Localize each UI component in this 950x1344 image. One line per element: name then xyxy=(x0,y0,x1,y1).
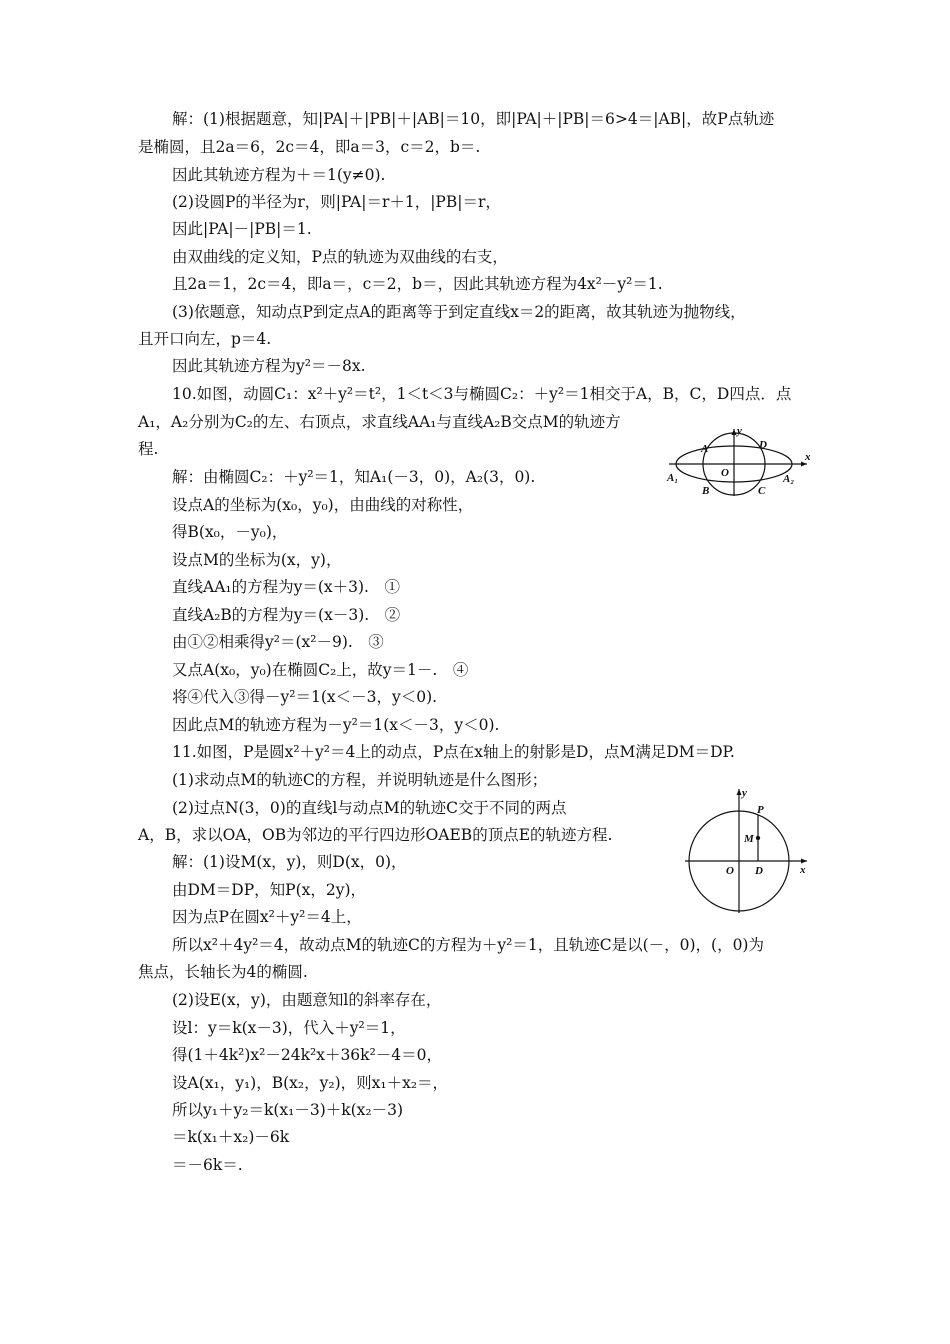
text-line: 由DM＝DP，知P(x，2y)， xyxy=(172,881,367,899)
y-arrow xyxy=(732,429,737,435)
text-line: 设A(x₁，y₁)，B(x₂，y₂)，则x₁＋x₂＝， xyxy=(172,1074,449,1092)
text-line: (1)求动点M的轨迹C的方程，并说明轨迹是什么图形； xyxy=(172,771,548,789)
text-line: A，B，求以OA，OB为邻边的平行四边形OAEB的顶点E的轨迹方程. xyxy=(138,826,613,844)
text-line: 由①②相乘得y²＝(x²－9). ③ xyxy=(172,633,384,651)
label-B: B xyxy=(702,485,710,497)
text-line: ＝k(x₁＋x₂)－6k xyxy=(172,1128,290,1146)
label-M: M xyxy=(744,833,754,845)
text-line: 因此点M的轨迹方程为－y²＝1(x＜－3，y＜0). xyxy=(172,716,500,734)
text-line: 得(1＋4k²)x²－24k²x＋36k²－4＝0， xyxy=(172,1046,443,1064)
text-line: 所以y₁＋y₂＝k(x₁－3)＋k(x₂－3) xyxy=(172,1101,404,1119)
text-line: 因此|PA|－|PB|＝1. xyxy=(172,220,312,238)
text-line: 直线A₂B的方程为y＝(x－3). ② xyxy=(172,606,401,624)
text-line: 直线AA₁的方程为y＝(x＋3). ① xyxy=(172,578,400,596)
text-line: 得B(x₀，－y₀)， xyxy=(172,523,288,541)
text-line: 因此其轨迹方程为＋＝1(y≠0). xyxy=(172,166,386,184)
text-line: (2)过点N(3，0)的直线l与动点M的轨迹C交于不同的两点 xyxy=(172,799,567,817)
label-A2: A₂ xyxy=(783,473,795,485)
text-line: 11.如图，P是圆x²＋y²＝4上的动点，P点在x轴上的射影是D，点M满足DM＝DP. xyxy=(172,743,735,761)
text-line: 解：(1)根据题意，知|PA|＋|PB|＋|AB|＝10，即|PA|＋|PB|＝6>4＝|AB|，故P点轨迹 xyxy=(172,110,775,128)
label-y: y xyxy=(742,787,747,799)
label-D: D xyxy=(759,439,767,451)
y-arrow xyxy=(737,789,742,795)
label-O: O xyxy=(726,865,734,877)
text-line: 所以x²＋4y²＝4，故动点M的轨迹C的方程为＋y²＝1，且轨迹C是以(－，0)，(，0)为 xyxy=(172,936,764,954)
text-line: 设l：y＝k(x－3)，代入＋y²＝1， xyxy=(172,1019,406,1037)
label-C: C xyxy=(758,485,766,497)
text-line: 程. xyxy=(138,440,159,458)
text-line: 且开口向左，p＝4. xyxy=(138,330,272,348)
label-A1: A₁ xyxy=(667,472,679,484)
text-line: 解：由椭圆C₂：＋y²＝1，知A₁(－3，0)，A₂(3，0). xyxy=(172,468,536,486)
text-line: 解：(1)设M(x，y)，则D(x，0)， xyxy=(172,853,407,871)
label-x: x xyxy=(805,451,811,463)
point-M xyxy=(756,836,760,840)
text-line: (2)设E(x，y)，由题意知l的斜率存在， xyxy=(172,991,442,1009)
label-A: A xyxy=(701,443,709,455)
text-line: 因为点P在圆x²＋y²＝4上， xyxy=(172,908,362,926)
x-arrow xyxy=(801,859,807,864)
text-line: 且2a＝1，2c＝4，即a＝，c＝2，b＝，因此其轨迹方程为4x²－y²＝1. xyxy=(172,275,663,293)
text-line: ＝－6k＝. xyxy=(172,1156,243,1174)
label-y: y xyxy=(737,425,742,437)
text-line: 10.如图，动圆C₁：x²＋y²＝t²，1＜t＜3与椭圆C₂：＋y²＝1相交于A，B，C，D四点．点 xyxy=(172,385,792,403)
text-line: 是椭圆，且2a＝6，2c＝4，即a＝3，c＝2，b＝. xyxy=(138,138,481,156)
text-line: (3)依题意，知动点P到定点A的距离等于到定直线x＝2的距离，故其轨迹为抛物线， xyxy=(172,303,746,321)
text-line: 设点A的坐标为(x₀，y₀)，由曲线的对称性， xyxy=(172,496,474,514)
label-P: P xyxy=(757,804,764,816)
text-line: 由双曲线的定义知，P点的轨迹为双曲线的右支， xyxy=(172,248,508,266)
label-x: x xyxy=(800,864,806,876)
label-O: O xyxy=(721,467,729,479)
text-line: 将④代入③得－y²＝1(x＜－3，y＜0). xyxy=(172,688,438,706)
text-line: 又点A(x₀，y₀)在椭圆C₂上，故y＝1－. ④ xyxy=(172,661,469,679)
text-line: 设点M的坐标为(x，y)， xyxy=(172,551,342,569)
figure-circle-ellipse xyxy=(665,424,815,500)
label-D: D xyxy=(755,865,763,877)
text-line: 因此其轨迹方程为y²＝－8x. xyxy=(172,357,366,375)
figure-circle-pmd xyxy=(683,783,813,915)
text-line: 焦点，长轴长为4的椭圆. xyxy=(138,963,308,981)
text-line: (2)设圆P的半径为r，则|PA|＝r＋1，|PB|＝r， xyxy=(172,193,501,211)
text-line: A₁，A₂分别为C₂的左、右顶点，求直线AA₁与直线A₂B交点M的轨迹方 xyxy=(138,413,621,431)
